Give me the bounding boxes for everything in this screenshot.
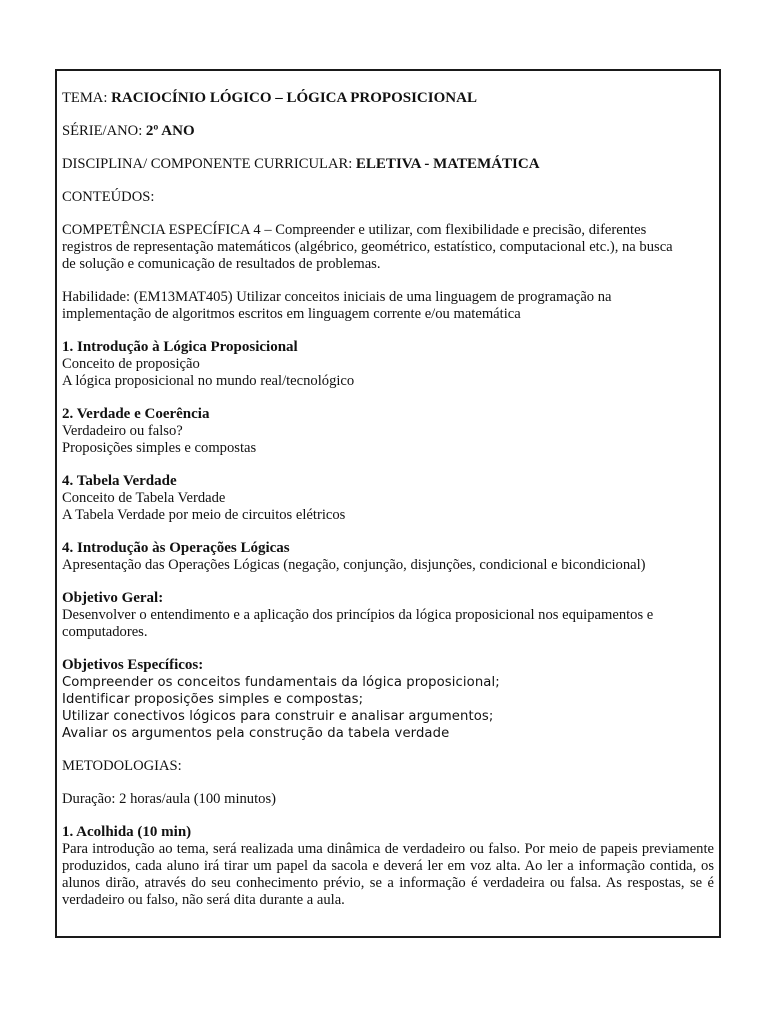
habilidade-paragraph [62, 289, 714, 323]
serie-label: SÉRIE/ANO: [62, 123, 146, 139]
objetivo-geral-line: computadores. [62, 624, 148, 640]
metodologias-heading: METODOLOGIAS: [62, 758, 182, 774]
objetivo-geral-line: Desenvolver o entendimento e a aplicação dos princípios da lógica proposicional nos equipamentos e [62, 607, 654, 623]
acolhida-title: 1. Acolhida (10 min) [62, 824, 192, 840]
section-verdade-coerencia [62, 406, 714, 457]
objetivo-especifico-item: Avaliar os argumentos pela construção da tabela verdade [62, 726, 450, 741]
document-content [62, 90, 714, 925]
objetivos-especificos [62, 657, 714, 742]
section-item: Conceito de Tabela Verdade [62, 490, 226, 506]
section-intro-logica [62, 339, 714, 390]
duracao-line: Duração: 2 horas/aula (100 minutos) [62, 791, 276, 807]
section-item: A Tabela Verdade por meio de circuitos elétricos [62, 507, 346, 523]
competencia-line: COMPETÊNCIA ESPECÍFICA 4 – Compreender e utilizar, com flexibilidade e precisão, diferentes [62, 222, 647, 238]
competencia-line: registros de representação matemáticos (algébrico, geométrico, estatístico, computacional etc.), na busca [62, 239, 673, 255]
section-tabela-verdade [62, 473, 714, 524]
habilidade-line: implementação de algoritmos escritos em linguagem corrente e/ou matemática [62, 306, 521, 322]
disciplina-value: ELETIVA - MATEMÁTICA [355, 156, 540, 172]
habilidade-line: Habilidade: (EM13MAT405) Utilizar conceitos iniciais de uma linguagem de programação na [62, 289, 612, 305]
section-title: 1. Introdução à Lógica Proposicional [62, 339, 298, 355]
objetivo-especifico-item: Utilizar conectivos lógicos para construir e analisar argumentos; [62, 709, 494, 724]
serie-value: 2º ANO [145, 123, 195, 139]
competencia-line: de solução e comunicação de resultados de problemas. [62, 256, 381, 272]
acolhida-section [62, 824, 714, 909]
acolhida-text: Para introdução ao tema, será realizada uma dinâmica de verdadeiro ou falso. Por meio de papeis previamente produzidos, cada aluno irá tirar um papel da sacola e deverá ler em voz alta. Ao ler a informação contida, os alunos dirão, através do seu conhecimento prévio, se a informação é verdadeira ou falsa. As respostas, se é verdadeiro ou falso, não será dita durante a aula. [62, 841, 714, 908]
objetivo-geral [62, 590, 714, 641]
section-title: 4. Tabela Verdade [62, 473, 177, 489]
disciplina-line [62, 156, 714, 173]
section-item: A lógica proposicional no mundo real/tecnológico [62, 373, 355, 389]
section-item: Conceito de proposição [62, 356, 200, 372]
objetivos-especificos-title: Objetivos Específicos: [62, 657, 204, 673]
section-operacoes-logicas [62, 540, 714, 574]
tema-label: TEMA: [62, 90, 112, 106]
objetivo-especifico-item: Identificar proposições simples e compostas; [62, 692, 364, 707]
section-item: Apresentação das Operações Lógicas (negação, conjunção, disjunções, condicional e bicondicional) [62, 557, 646, 573]
objetivo-especifico-item: Compreender os conceitos fundamentais da lógica proposicional; [62, 675, 500, 690]
disciplina-label: DISCIPLINA/ COMPONENTE CURRICULAR: [62, 156, 356, 172]
tema-value: RACIOCÍNIO LÓGICO – LÓGICA PROPOSICIONAL [111, 90, 477, 106]
competencia-paragraph [62, 222, 714, 273]
section-item: Verdadeiro ou falso? [62, 423, 183, 439]
conteudos-heading: CONTEÚDOS: [62, 189, 155, 205]
serie-line [62, 123, 714, 140]
section-title: 4. Introdução às Operações Lógicas [62, 540, 290, 556]
section-item: Proposições simples e compostas [62, 440, 257, 456]
tema-line [62, 90, 714, 107]
objetivo-geral-title: Objetivo Geral: [62, 590, 164, 606]
section-title: 2. Verdade e Coerência [62, 406, 210, 422]
